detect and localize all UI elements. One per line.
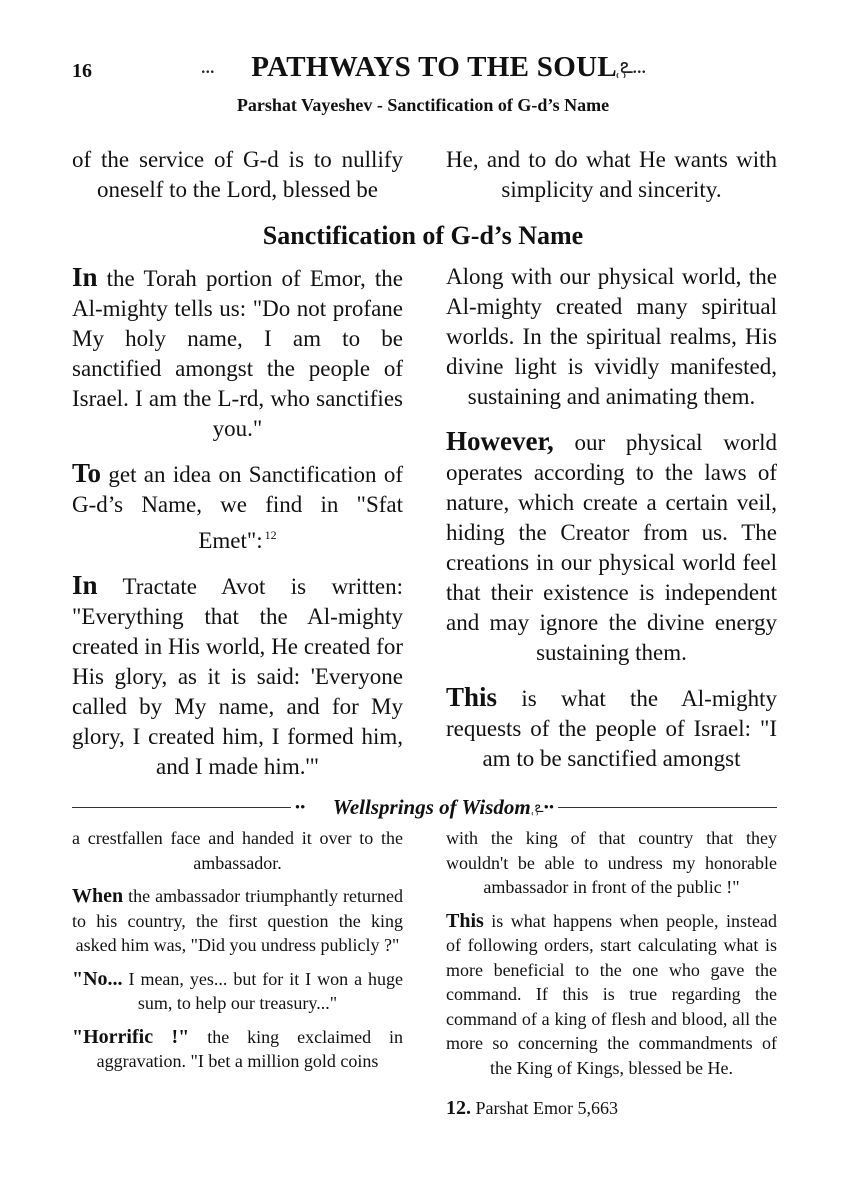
paragraph-text: I mean, yes... but for it I won a huge sum, to help our treasury...": [122, 968, 403, 1013]
ornament-right-icon: ᪽ఽ••: [534, 800, 555, 816]
paragraph-text: is what the Al-mighty requests of the people of Israel: "I am to be sanctified amongst: [446, 686, 777, 771]
paragraph: He, and to do what He wants with simplicity and sincerity.: [446, 147, 777, 202]
paragraph: [72, 826, 403, 875]
paragraph-lead: However,: [446, 426, 554, 456]
paragraph-text: our physical world operates according to the laws of nature, which create a certain veil, hiding the Creator from us. The creations in our physical world feel that their existence is independent and may ignore the divine energy sustaining them.: [446, 430, 777, 665]
section-right-column: [446, 262, 777, 774]
paragraph: of the service of G-d is to nullify oneself to the Lord, blessed be: [72, 147, 403, 202]
paragraph-text: with the king of that country that they wouldn't be able to undress my honorable ambassador in front of the public !": [446, 828, 777, 897]
paragraph-text: the ambassador triumphantly returned to his country, the first question the king asked him was, "Did you undress publicly ?": [72, 886, 403, 955]
paragraph-lead: In: [72, 262, 98, 292]
top-left-column: [72, 145, 403, 205]
wellsprings-title: Wellsprings of Wisdom: [332, 795, 531, 819]
footnote-reference[interactable]: 12: [264, 528, 277, 542]
paragraph-text: the Torah portion of Emor, the Al-mighty tells us: "Do not profane My holy name, I am to be sanctified amongst the people of Israel. I am the L-rd, who sanctifies you.": [72, 266, 403, 441]
paragraph-lead: When: [72, 885, 124, 907]
paragraph-text: is what happens when people, instead of following orders, start calculating what is more beneficial to the one who gave the command. If this is true regarding the command of a king of flesh and blood, all the more so concerning the commandments of the King of Kings, blessed be He.: [446, 910, 777, 1078]
paragraph-lead: This: [446, 909, 484, 932]
paragraph: [72, 884, 403, 958]
paragraph: [446, 909, 777, 1081]
paragraph-lead: In: [72, 570, 98, 600]
paragraph: [72, 570, 403, 782]
section-title: Sanctification of G-d’s Name: [262, 221, 584, 250]
paragraph-text: Along with our physical world, the Al-mighty created many spiritual worlds. In the spiritual realms, His divine light is vividly manifested, sustaining and animating them.: [446, 264, 777, 409]
wellsprings-divider: [72, 795, 777, 819]
footnote-text: Parshat Emor 5,663: [471, 1098, 618, 1118]
footnote-number: 12.: [446, 1097, 471, 1119]
paragraph: [446, 262, 777, 412]
running-header: [130, 50, 716, 84]
paragraph: [446, 426, 777, 668]
paragraph: [72, 458, 403, 556]
paragraph-lead: "No...: [72, 967, 123, 990]
chapter-subtitle: Parshat Vayeshev - Sanctification of G-d’s Name: [236, 95, 610, 115]
paragraph-text: get an idea on Sanctification of G-d’s Name, we find in "Sfat Emet":: [72, 462, 403, 553]
paragraph: [446, 682, 777, 774]
wellsprings-left-column: [72, 826, 403, 1074]
paragraph-lead: To: [72, 458, 102, 488]
paragraph-lead: "Horrific !": [72, 1025, 190, 1048]
section-left-column: [72, 262, 403, 782]
paragraph: [72, 967, 403, 1016]
ornament-left-icon: ...ఽ᪼: [200, 53, 248, 78]
paragraph-text: the king exclaimed in aggravation. "I bet a million gold coins: [96, 1026, 404, 1071]
paragraph: [72, 262, 403, 444]
ornament-left-icon: ••ఽ᪼: [294, 800, 329, 816]
paragraph: [446, 826, 777, 900]
paragraph-lead: This: [446, 682, 498, 712]
book-title: PATHWAYS TO THE SOUL: [251, 51, 617, 83]
wellsprings-right-column: [446, 826, 777, 1121]
page-number: 16: [72, 60, 92, 82]
footnote: [446, 1096, 777, 1121]
paragraph-text: a crestfallen face and handed it over to the ambassador.: [72, 828, 403, 873]
ornament-right-icon: ᪽ఽ...: [620, 53, 646, 78]
paragraph-text: Tractate Avot is written: "Everything that the Al-mighty created in His world, He created for His glory, as it is said: 'Everyone called by My name, and for My glory, I created him, I formed him, and I made him.'": [72, 574, 403, 779]
top-right-column: [446, 145, 777, 205]
paragraph: [72, 1025, 403, 1074]
